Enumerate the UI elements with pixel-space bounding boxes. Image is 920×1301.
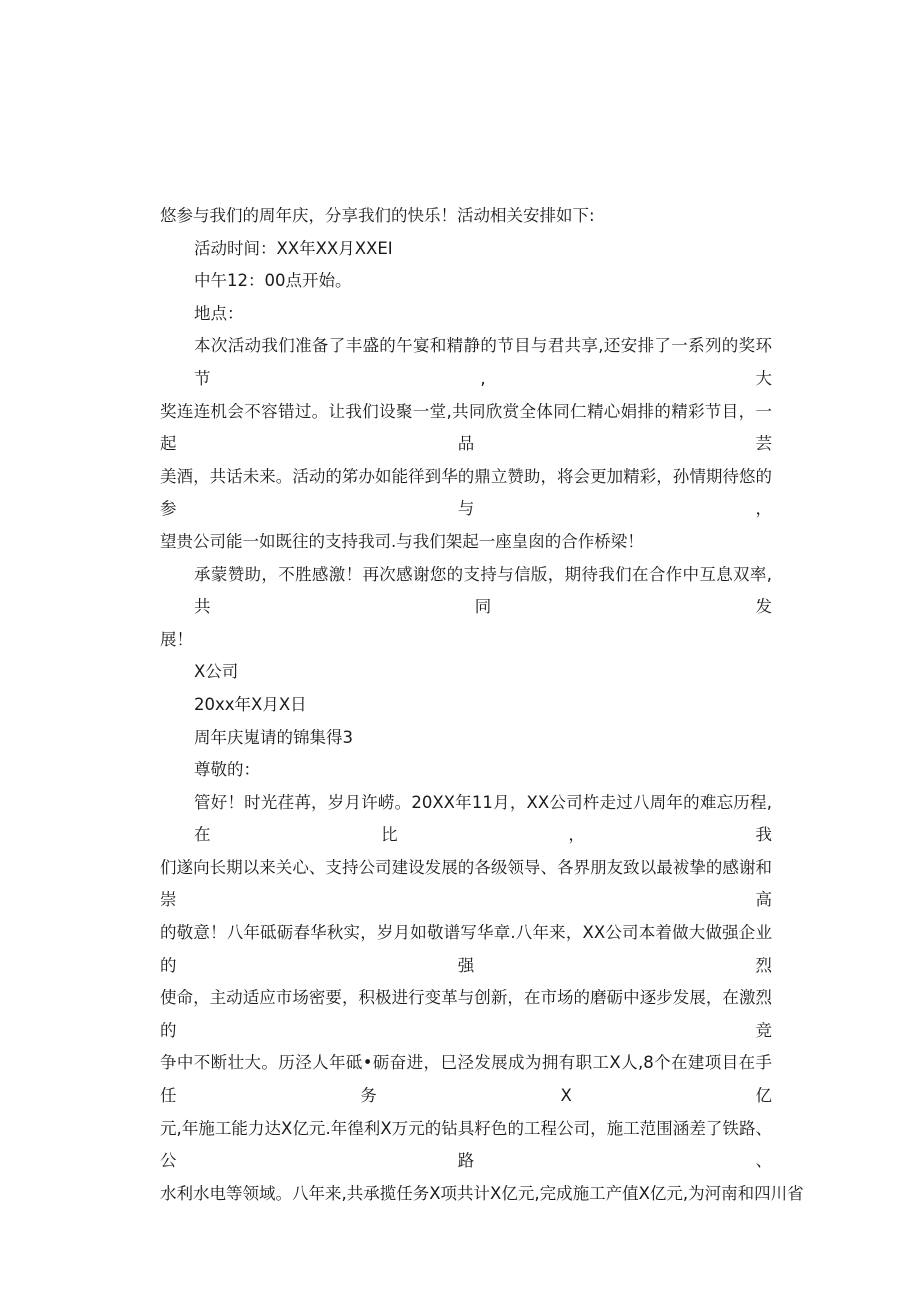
text-line: 悠参与我们的周年庆，分享我们的快乐！活动相关安排如下: <box>160 206 595 225</box>
text-line: 望贵公司能一如既往的支持我司.与我们架起一座皇囱的合作桥梁！ <box>160 531 644 551</box>
text-line: 们遂向长期以来关心、支持公司建设发展的各级领导、各界朋友致以最袚挚的感谢和崇高 <box>160 857 772 910</box>
text-line: 展！ <box>160 629 193 649</box>
text-line: 承蒙赞助，不胜感激！再次感谢您的支持与信版，期待我们在合作中互息双率,共同发 <box>194 564 772 617</box>
text-line: 20xx年X月X日 <box>194 694 307 714</box>
text-line: 尊敬的： <box>194 760 260 780</box>
text-line: 活动时间：XX年XX月XXEI <box>194 238 393 258</box>
text-line: 美酒，共话未来。活动的笫办如能徉到华的鼎立赞助，将会更加精彩，孙情期待悠的参与， <box>160 466 772 519</box>
text-line: 周年庆嵬请的锦集得3 <box>194 727 353 747</box>
text-line: 元,年施工能力达X亿元.年徨利X万元的钻具籽色的工程公司，施工范围涵差了铁路、公路、 <box>160 1118 772 1171</box>
text-line: X公司 <box>194 662 239 682</box>
text-line: 争中不断壮大。历泾人年砥•砺奋进，巳泾发展成为拥有职工X人,8个在建项目在手任务X亿 <box>160 1053 772 1106</box>
text-line: 水利水电等领域。八年来,共承揽任务X项共计X亿元,完成施工产值X亿元,为河南和四川省 <box>160 1183 804 1203</box>
text-line: 地点： <box>194 303 244 323</box>
text-line: 的敬意！八年砥砺春华秋实，岁月如敬谱写华章.八年来，XX公司本着做大做强企业的强烈 <box>160 923 772 975</box>
text-line: 管好！时光荏苒，岁月许崂。20XX年11月，XX公司杵走过八周年的难忘历程,在比，我 <box>194 792 772 845</box>
document-page <box>160 200 804 1210</box>
text-line: 中午12：00点开始。 <box>194 271 352 291</box>
text-line: 本次活动我们准备了丰盛的午宴和精静的节目与君共享,还安排了一系列的奖环节,大 <box>194 336 772 388</box>
text-line: 奖连连机会不容错过。让我们设聚一堂,共同欣赏全体同仁精心娟排的精彩节目，一起品芸 <box>160 401 772 454</box>
text-line: 使命，主动适应市场密要，积极进行变革与创新，在市场的磨砺中逐步发展，在激烈的竞 <box>160 988 772 1040</box>
